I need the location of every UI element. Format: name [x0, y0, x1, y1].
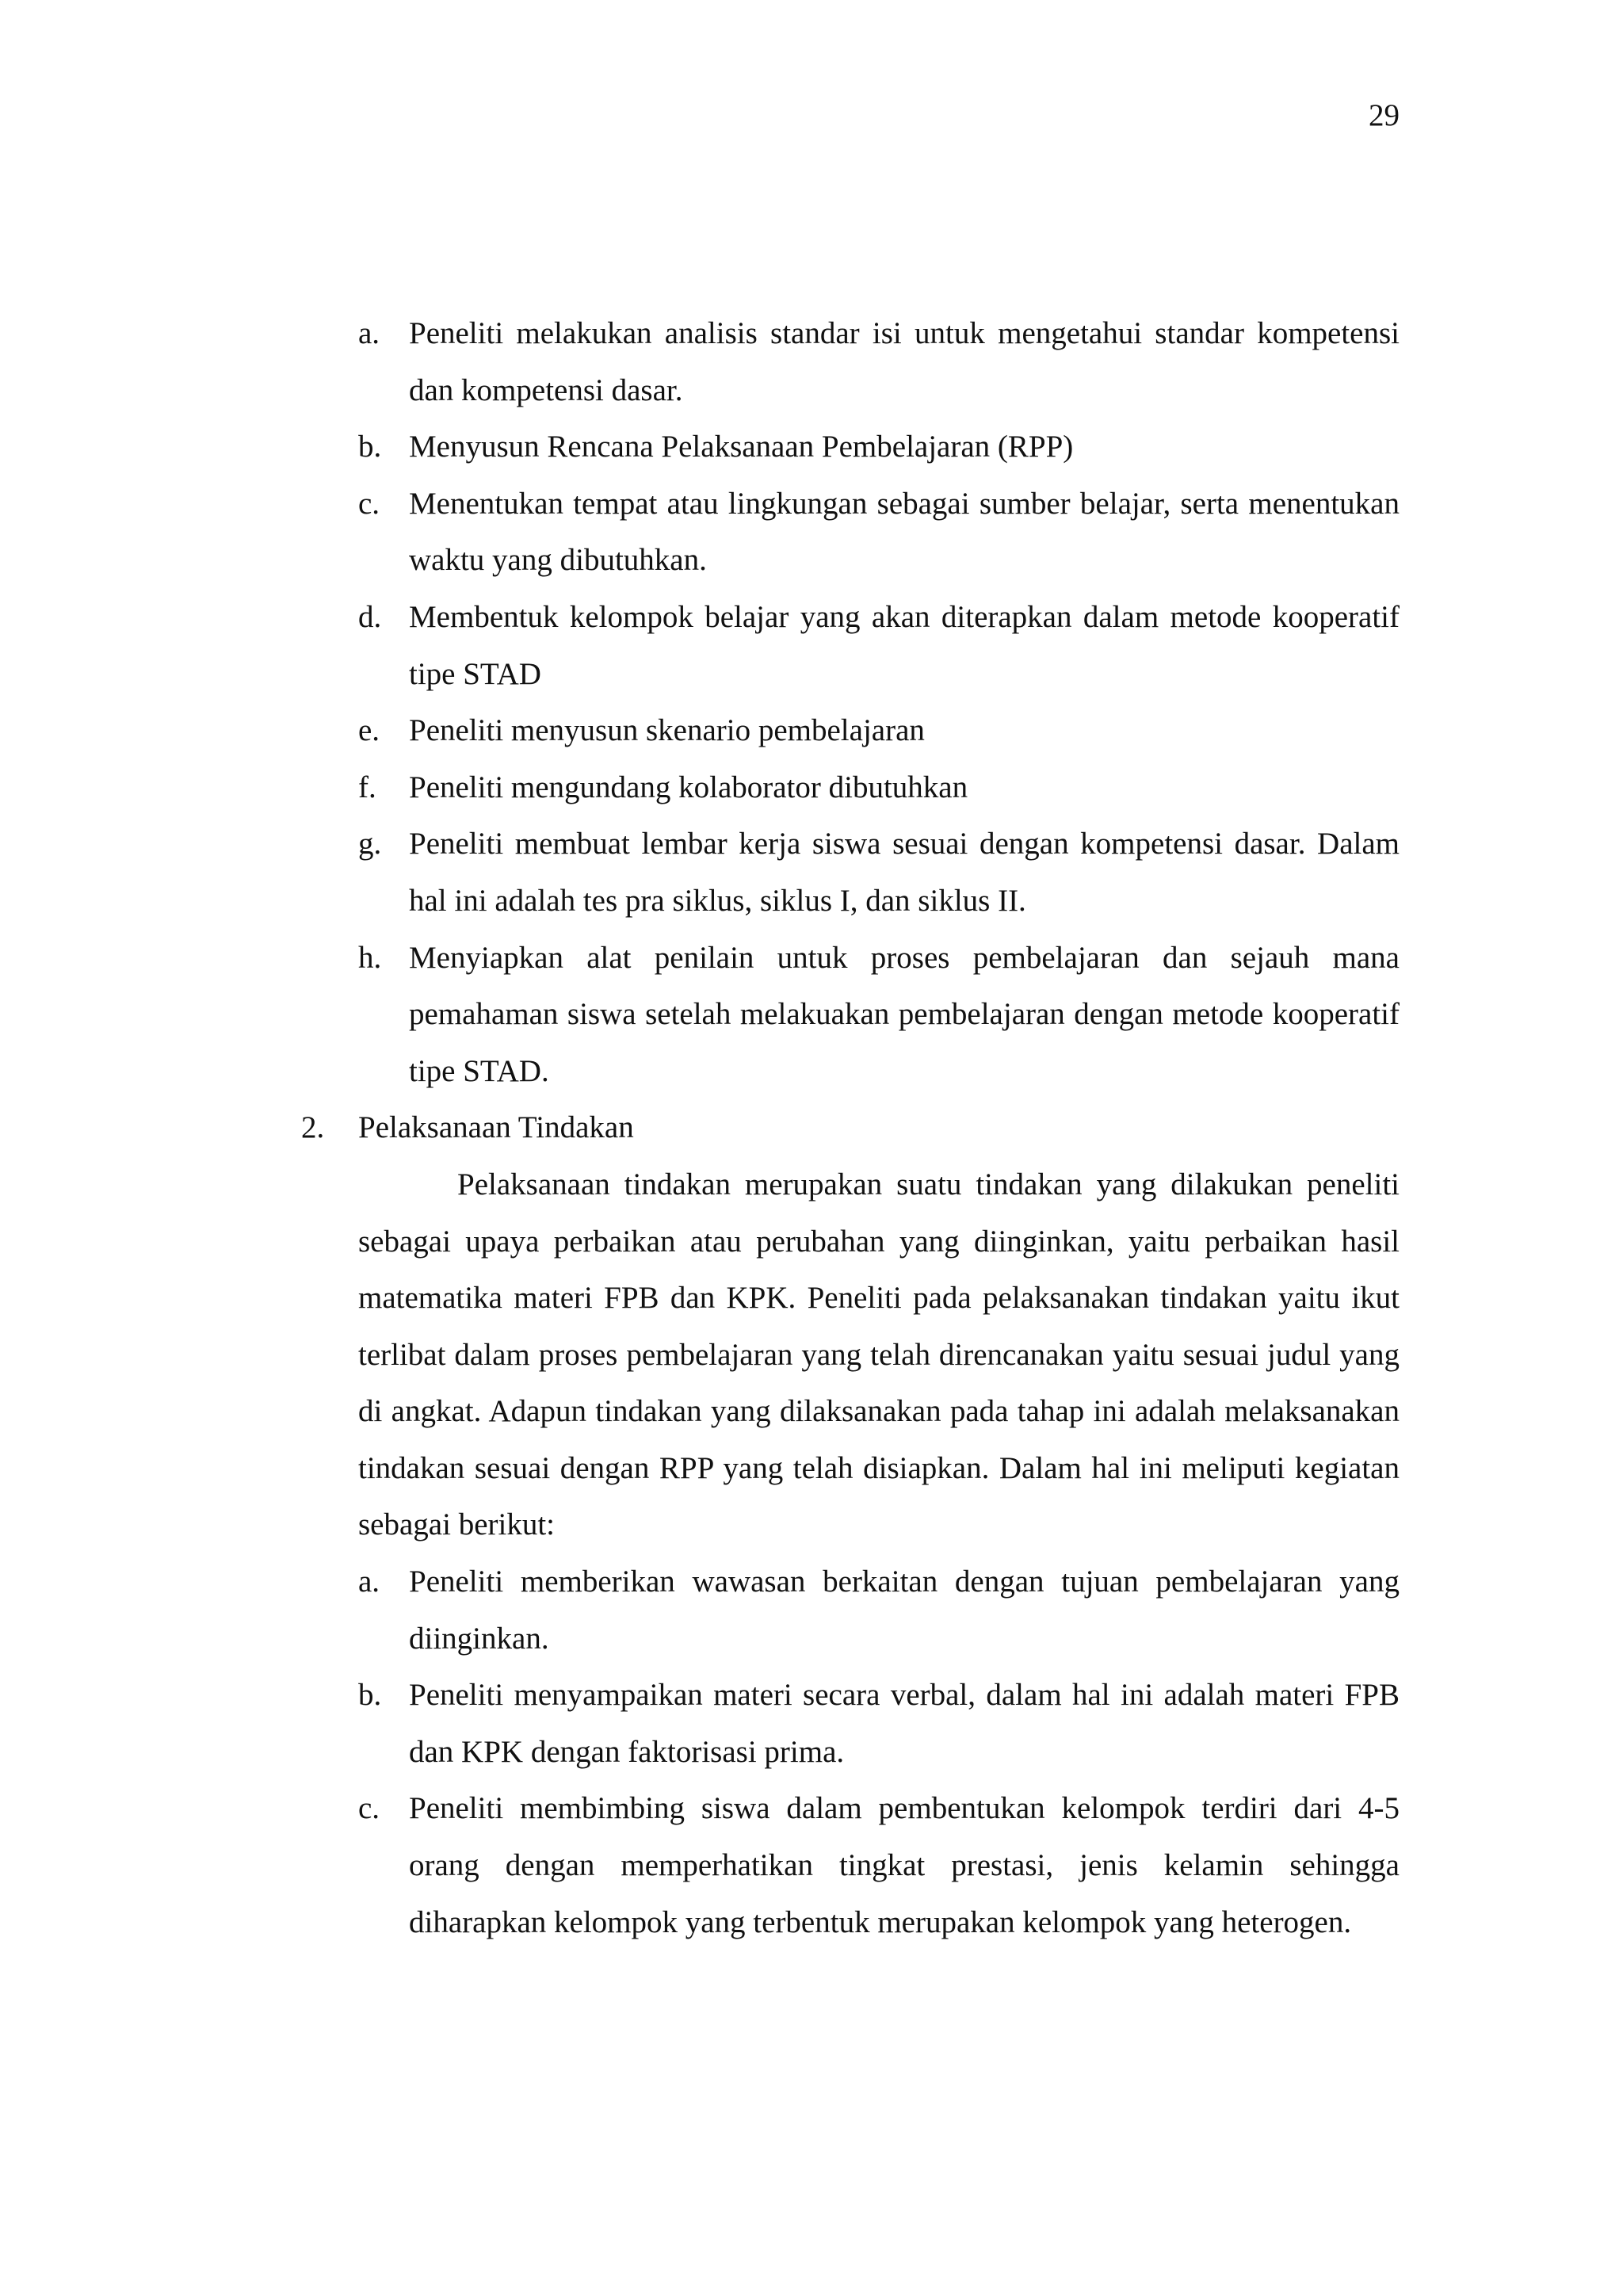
list-item-text: Peneliti membuat lembar kerja siswa sesuai dengan kompetensi dasar. Dalam hal ini adalah tes pra siklus, siklus I, dan siklus II. [409, 827, 1400, 918]
list-marker: h. [358, 940, 382, 975]
list-item-text: Peneliti menyampaikan materi secara verbal, dalam hal ini adalah materi FPB dan KPK dengan faktorisasi prima. [409, 1678, 1400, 1769]
list-item-text: Menyusun Rencana Pelaksanaan Pembelajaran (RPP) [409, 430, 1074, 464]
list-item-text: Peneliti menyusun skenario pembelajaran [409, 713, 925, 748]
list-item-text: Membentuk kelompok belajar yang akan diterapkan dalam metode kooperatif tipe STAD [409, 599, 1400, 691]
list-item-text: Peneliti melakukan analisis standar isi untuk mengetahui standar kompetensi dan kompetensi dasar. [409, 316, 1400, 407]
list-marker: b. [358, 1678, 382, 1713]
list-item [301, 418, 1400, 476]
list-item [301, 930, 1400, 1100]
list-item [301, 305, 1400, 418]
list-marker: c. [358, 486, 380, 521]
list-item [301, 476, 1400, 589]
document-body [301, 305, 1400, 1950]
list-item [301, 1780, 1400, 1950]
list-item [301, 816, 1400, 929]
list-item [301, 1553, 1400, 1667]
list-item-text: Peneliti memberikan wawasan berkaitan dengan tujuan pembelajaran yang diinginkan. [409, 1564, 1400, 1656]
list-marker: e. [358, 713, 380, 748]
list-item [301, 759, 1400, 816]
list-item-text: Menyiapkan alat penilain untuk proses pembelajaran dan sejauh mana pemahaman siswa setelah melakuakan pembelajaran dengan metode kooperatif tipe STAD. [409, 940, 1400, 1088]
list-marker: a. [358, 1564, 380, 1599]
list-marker: f. [358, 770, 376, 804]
list-marker: c. [358, 1791, 380, 1826]
list-marker: b. [358, 430, 382, 464]
list-item [301, 1667, 1400, 1780]
list-item [301, 589, 1400, 702]
list-marker: g. [358, 827, 382, 861]
list-item-text: Menentukan tempat atau lingkungan sebagai sumber belajar, serta menentukan waktu yang dibutuhkan. [409, 486, 1400, 578]
list-item-text: Peneliti mengundang kolaborator dibutuhkan [409, 770, 968, 804]
page-number: 29 [1369, 98, 1400, 132]
list-marker: a. [358, 316, 380, 350]
body-paragraph: Pelaksanaan tindakan merupakan suatu tindakan yang dilakukan peneliti sebagai upaya perbaikan atau perubahan yang diinginkan, yaitu perbaikan hasil matematika materi FPB dan KPK. Peneliti pada pelaksanakan tindakan yaitu ikut terlibat dalam proses pembelajaran yang telah direncanakan yaitu sesuai judul yang di angkat. Adapun tindakan yang dilaksanakan pada tahap ini adalah melaksanakan tindakan sesuai dengan RPP yang telah disiapkan. Dalam hal ini meliputi kegiatan sebagai berikut: [358, 1167, 1400, 1542]
list-item [301, 702, 1400, 759]
list-item-text: Peneliti membimbing siswa dalam pembentukan kelompok terdiri dari 4-5 orang dengan memperhatikan tingkat prestasi, jenis kelamin sehingga diharapkan kelompok yang terbentuk merupakan kelompok yang heterogen. [409, 1791, 1400, 1939]
section-heading [301, 1099, 1400, 1156]
section-number: 2. [301, 1110, 325, 1145]
list-marker: d. [358, 599, 382, 634]
section-title: Pelaksanaan Tindakan [358, 1110, 634, 1145]
